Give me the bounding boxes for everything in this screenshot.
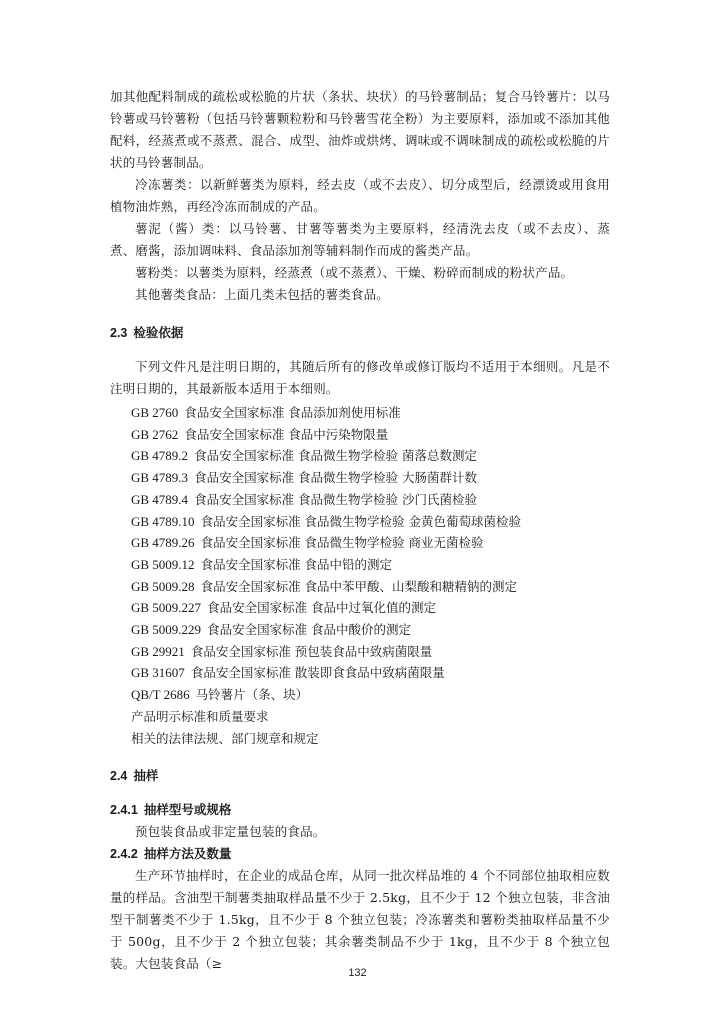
reference-title: 产品明示标准和质量要求 <box>131 708 269 724</box>
reference-code: GB 5009.227 <box>131 600 202 616</box>
reference-code: GB 4789.26 <box>131 535 195 551</box>
reference-item <box>110 467 610 489</box>
section-number: 2.4 <box>110 769 128 784</box>
subsection-heading-2-4-1 <box>110 799 610 821</box>
reference-item <box>110 597 610 619</box>
subsection-title: 抽样方法及数量 <box>143 846 232 862</box>
reference-title: 相关的法律法规、部门规章和规定 <box>131 730 319 746</box>
reference-item <box>110 662 610 684</box>
reference-code: GB 5009.12 <box>131 556 195 572</box>
subsection-number: 2.4.1 <box>110 803 138 818</box>
reference-item <box>110 641 610 663</box>
reference-title: 食品安全国家标准 食品微生物学检验 菌落总数测定 <box>194 448 478 464</box>
section-number: 2.3 <box>110 326 128 340</box>
paragraph-other-potato-foods: 其他薯类食品：上面几类未包括的薯类食品。 <box>135 287 390 302</box>
subsection-heading-2-4-2 <box>110 843 610 865</box>
reference-title: 食品安全国家标准 散装即食食品中致病菌限量 <box>190 665 445 681</box>
reference-title: 食品安全国家标准 食品微生物学检验 金黄色葡萄球菌检验 <box>200 513 522 529</box>
reference-list <box>110 402 610 749</box>
reference-item <box>110 684 610 706</box>
section-title: 抽样 <box>133 768 159 784</box>
subsection-number: 2.4.2 <box>110 847 138 862</box>
page-content <box>110 86 610 975</box>
page-number: 132 <box>348 967 367 979</box>
reference-item <box>110 728 610 750</box>
reference-title: 食品安全国家标准 食品中铅的测定 <box>200 556 393 572</box>
subsection-title: 抽样型号或规格 <box>143 802 232 818</box>
paragraph-potato-chips: 加其他配料制成的疏松或松脆的片状（条状、块状）的马铃薯制品；复合马铃薯片：以马铃薯或马铃薯粉（包括马铃薯颗粒粉和马铃薯雪花全粉）为主要原料，添加或不添加其他配料，经蒸煮或不蒸煮、混合、成型、油炸或烘烤、调味或不调味制成的疏松或松脆的片状的马铃薯制品。 <box>110 89 610 170</box>
reference-item <box>110 402 610 424</box>
reference-item <box>110 511 610 533</box>
reference-item <box>110 532 610 554</box>
reference-title: 食品安全国家标准 食品中酸价的测定 <box>207 622 412 638</box>
reference-code: GB 4789.4 <box>131 491 189 507</box>
reference-code: GB 5009.28 <box>131 578 195 594</box>
reference-title: 食品安全国家标准 食品中过氧化值的测定 <box>207 600 437 616</box>
reference-code: GB 2760 <box>131 405 179 420</box>
reference-title: 食品安全国家标准 食品中污染物限量 <box>184 426 389 442</box>
sampling-type-text: 预包装食品或非定量包装的食品。 <box>135 824 326 840</box>
paragraph-potato-paste: 薯泥（酱）类：以马铃薯、甘薯等薯类为主要原料，经清洗去皮（或不去皮）、蒸煮、磨酱，添加调味料、食品添加剂等辅料制作而成的酱类产品。 <box>110 221 610 258</box>
reference-title: 食品安全国家标准 食品微生物学检验 大肠菌群计数 <box>194 470 478 486</box>
reference-code: QB/T 2686 <box>131 687 190 703</box>
section-title: 检验依据 <box>133 325 184 340</box>
reference-code: GB 4789.3 <box>131 470 189 486</box>
section-heading-2-3 <box>110 322 610 344</box>
reference-code: GB 29921 <box>131 643 185 659</box>
reference-code: GB 5009.229 <box>131 622 202 638</box>
reference-title: 马铃薯片（条、块） <box>195 687 309 703</box>
reference-item <box>110 619 610 641</box>
reference-title: 食品安全国家标准 食品中苯甲酸、山梨酸和糖精钠的测定 <box>200 578 518 594</box>
sampling-method-text: 生产环节抽样时，在企业的成品仓库，从同一批次样品堆的 4 个不同部位抽取相应数量的样品。含油型干制薯类抽取样品量不少于 2.5kg，且不少于 12 个独立包装，非含油型干制薯类不少于 1.5kg，且不少于 8 个独立包装；冷冻薯类和薯粉类抽取样品量不少于 500g，且不少于 2 个独立包装；其余薯类制品不少于 1kg，且不少于 8 个独立包装。大包装食品（≥ <box>110 868 610 972</box>
section-heading-2-4 <box>110 765 610 787</box>
reference-code: GB 31607 <box>131 665 185 681</box>
reference-item <box>110 445 610 467</box>
reference-title: 食品安全国家标准 食品添加剂使用标准 <box>184 405 401 420</box>
reference-code: GB 4789.2 <box>131 448 189 464</box>
reference-title: 食品安全国家标准 预包装食品中致病菌限量 <box>190 643 433 659</box>
reference-item <box>110 576 610 598</box>
reference-code: GB 4789.10 <box>131 513 195 529</box>
reference-item <box>110 554 610 576</box>
reference-item <box>110 706 610 728</box>
reference-title: 食品安全国家标准 食品微生物学检验 商业无菌检验 <box>200 535 484 551</box>
reference-code: GB 2762 <box>131 426 179 442</box>
paragraph-frozen-potatoes: 冷冻薯类：以新鲜薯类为原料，经去皮（或不去皮）、切分成型后，经漂烫或用食用植物油炸熟，再经冷冻而制成的产品。 <box>110 177 610 214</box>
reference-title: 食品安全国家标准 食品微生物学检验 沙门氏菌检验 <box>194 491 478 507</box>
paragraph-potato-flour: 薯粉类：以薯类为原料，经蒸煮（或不蒸煮）、干燥、粉碎而制成的粉状产品。 <box>135 265 574 280</box>
reference-item <box>110 424 610 446</box>
references-intro: 下列文件凡是注明日期的，其随后所有的修改单或修订版均不适用于本细则。凡是不注明日期的，其最新版本适用于本细则。 <box>110 359 610 396</box>
reference-item <box>110 489 610 511</box>
